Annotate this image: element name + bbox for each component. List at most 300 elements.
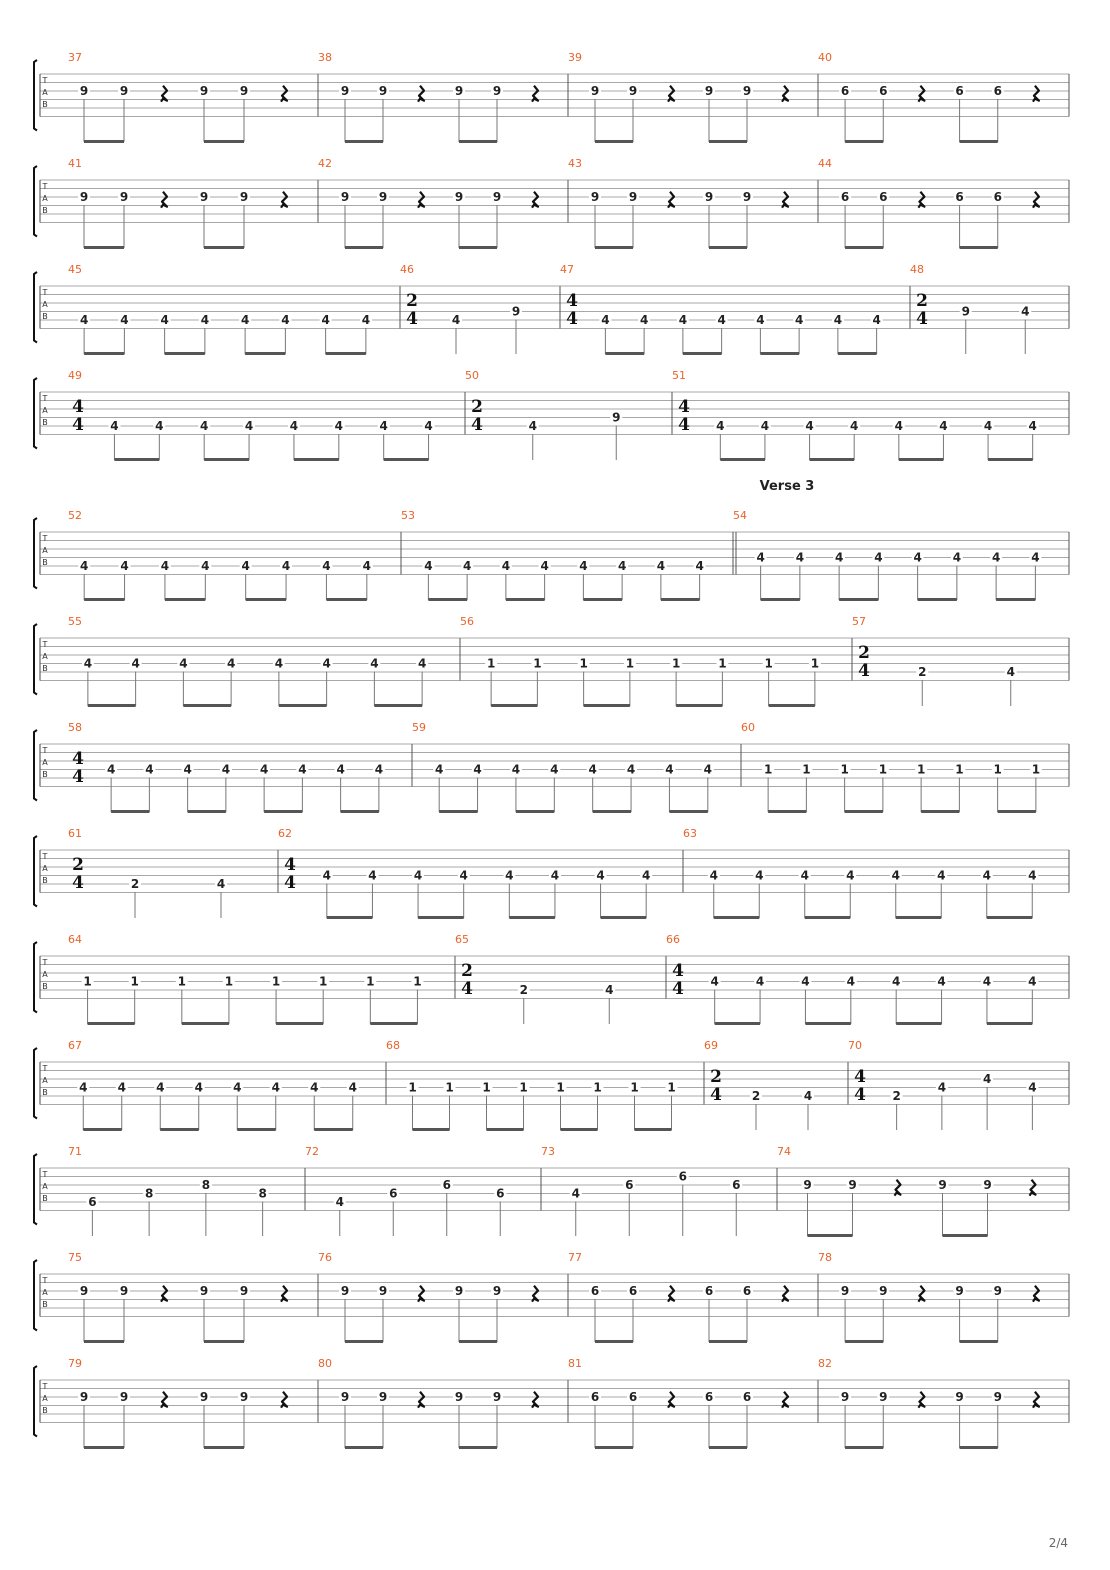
fret-number: 4: [605, 983, 614, 997]
eighth-beam: [341, 810, 379, 813]
quarter-rest: [918, 86, 924, 102]
eighth-beam: [459, 1340, 497, 1343]
bar-number: 67: [68, 1039, 82, 1052]
eighth-beam: [276, 1022, 323, 1025]
fret-number: 9: [983, 1178, 992, 1192]
fret-number: 9: [938, 1178, 947, 1192]
eighth-beam: [326, 598, 366, 601]
page-number: 2/4: [1048, 1536, 1068, 1550]
eighth-beam: [595, 246, 633, 249]
fret-number: 4: [348, 1080, 357, 1095]
eighth-beam: [845, 1446, 883, 1449]
fret-number: 4: [833, 313, 843, 327]
bar-number: 68: [386, 1039, 400, 1052]
fret-number: 9: [119, 1390, 129, 1404]
fret-number: 4: [937, 974, 946, 989]
fret-number: 4: [310, 1080, 319, 1095]
tab-clef-letter: A: [42, 546, 48, 555]
time-signature-bottom: 4: [461, 979, 473, 999]
quarter-rest: [161, 1392, 167, 1408]
fret-number: 4: [665, 762, 674, 777]
fret-number: 6: [496, 1186, 505, 1201]
bar-number: 40: [818, 51, 832, 64]
fret-number: 4: [913, 550, 922, 565]
tab-clef-letter: T: [42, 288, 48, 297]
quarter-rest: [668, 192, 674, 208]
bar-number: 82: [818, 1357, 832, 1370]
fret-number: 9: [742, 84, 752, 98]
fret-number: 9: [340, 190, 350, 204]
eighth-beam: [761, 598, 800, 601]
fret-number: 1: [486, 656, 496, 671]
eighth-beam: [237, 1128, 276, 1131]
eighth-beam: [998, 810, 1036, 813]
tab-clef-letter: T: [42, 534, 48, 543]
eighth-beam: [808, 1234, 853, 1237]
eighth-beam: [246, 598, 286, 601]
fret-number: 4: [289, 419, 299, 433]
eighth-beam: [845, 1340, 883, 1343]
fret-number: 4: [528, 419, 537, 433]
fret-number: 4: [626, 762, 636, 777]
bar-number: 51: [672, 369, 686, 382]
tab-clef-letter: A: [42, 1394, 48, 1403]
fret-number: 8: [144, 1186, 154, 1201]
time-signature-top: 2: [72, 855, 84, 875]
eighth-beam: [370, 1022, 417, 1025]
fret-number: 4: [200, 313, 210, 327]
eighth-beam: [294, 458, 339, 461]
time-signature-bottom: 4: [710, 1085, 722, 1105]
eighth-beam: [988, 458, 1033, 461]
bar-number: 57: [852, 615, 866, 628]
fret-number: 1: [916, 762, 926, 777]
fret-number: 4: [571, 1186, 580, 1201]
fret-number: 9: [993, 1284, 1002, 1298]
fret-number: 9: [79, 190, 89, 204]
fret-number: 4: [216, 877, 226, 891]
fret-number: 4: [322, 868, 331, 883]
tab-clef-letter: T: [42, 76, 48, 85]
bar-number: 72: [305, 1145, 319, 1158]
eighth-beam: [459, 246, 497, 249]
fret-number: 4: [1028, 868, 1037, 883]
bar-number: 77: [568, 1251, 582, 1264]
bar-number: 37: [68, 51, 82, 64]
eighth-beam: [715, 1022, 760, 1025]
fret-number: 4: [462, 559, 472, 573]
eighth-beam: [709, 140, 747, 143]
fret-number: 9: [492, 1390, 502, 1404]
fret-number: 4: [322, 656, 331, 671]
fret-number: 9: [119, 84, 129, 98]
fret-number: 9: [840, 1390, 850, 1404]
eighth-beam: [84, 1340, 124, 1343]
system-bracket: [34, 1366, 37, 1437]
fret-number: 9: [590, 190, 600, 204]
quarter-rest: [782, 1286, 788, 1302]
quarter-rest: [532, 86, 538, 102]
fret-number: 6: [993, 84, 1002, 98]
fret-number: 4: [281, 313, 290, 327]
fret-number: 9: [742, 190, 752, 204]
system-bracket: [34, 1048, 37, 1119]
fret-number: 9: [199, 1284, 209, 1298]
fret-number: 4: [703, 762, 712, 777]
quarter-rest: [1030, 1180, 1036, 1196]
tab-clef-letter: T: [42, 640, 48, 649]
fret-number: 4: [1021, 304, 1030, 319]
eighth-beam: [439, 810, 477, 813]
quarter-rest: [281, 1286, 287, 1302]
fret-number: 4: [795, 550, 805, 565]
system-bracket: [34, 1154, 37, 1225]
fret-number: 4: [459, 868, 468, 883]
quarter-rest: [418, 192, 424, 208]
fret-number: 9: [239, 1390, 249, 1404]
fret-number: 4: [379, 419, 388, 433]
fret-number: 9: [961, 304, 970, 319]
eighth-beam: [845, 810, 883, 813]
system-bracket: [34, 730, 37, 801]
quarter-rest: [1033, 1286, 1039, 1302]
eighth-beam: [345, 140, 383, 143]
bar-number: 76: [318, 1251, 332, 1264]
quarter-rest: [418, 86, 424, 102]
quarter-rest: [918, 1392, 924, 1408]
eighth-beam: [595, 140, 633, 143]
fret-number: 1: [993, 762, 1002, 777]
tab-clef-letter: T: [42, 958, 48, 967]
eighth-beam: [709, 246, 747, 249]
tab-clef-letter: A: [42, 970, 48, 979]
fret-number: 4: [240, 313, 250, 327]
fret-number: 1: [810, 656, 820, 671]
eighth-beam: [605, 352, 644, 355]
fret-number: 4: [334, 419, 343, 433]
fret-number: 9: [119, 190, 129, 204]
bar-number: 73: [541, 1145, 555, 1158]
quarter-rest: [1033, 86, 1039, 102]
fret-number: 4: [511, 762, 521, 777]
eighth-beam: [683, 352, 722, 355]
fret-number: 9: [378, 84, 388, 98]
time-signature-top: 2: [406, 291, 418, 311]
eighth-beam: [84, 352, 124, 355]
eighth-beam: [845, 246, 883, 249]
fret-number: 1: [224, 974, 234, 989]
fret-number: 9: [993, 1390, 1002, 1404]
fret-number: 4: [540, 559, 549, 573]
eighth-beam: [760, 352, 799, 355]
tab-clef-letter: B: [42, 558, 48, 567]
fret-number: 4: [145, 762, 154, 777]
fret-number: 6: [879, 84, 888, 98]
fret-number: 8: [258, 1186, 267, 1201]
quarter-rest: [782, 86, 788, 102]
fret-number: 9: [704, 84, 714, 98]
fret-number: 9: [79, 84, 89, 98]
eighth-beam: [960, 140, 998, 143]
fret-number: 2: [918, 665, 927, 679]
eighth-beam: [768, 810, 806, 813]
fret-number: 6: [704, 1284, 714, 1298]
eighth-beam: [326, 352, 366, 355]
time-signature-top: 2: [471, 397, 483, 417]
bar-number: 48: [910, 263, 924, 276]
eighth-beam: [384, 458, 429, 461]
time-signature-top: 4: [72, 397, 84, 417]
bar-number: 46: [400, 263, 414, 276]
fret-number: 9: [511, 304, 521, 319]
fret-number: 4: [892, 974, 901, 989]
eighth-beam: [896, 916, 942, 919]
fret-number: 4: [374, 762, 384, 777]
fret-number: 4: [160, 313, 169, 327]
time-signature-bottom: 4: [678, 415, 690, 435]
time-signature-top: 4: [284, 855, 296, 875]
eighth-beam: [491, 704, 537, 707]
fret-number: 6: [590, 1390, 600, 1404]
eighth-beam: [487, 1128, 524, 1131]
quarter-rest: [918, 192, 924, 208]
fret-number: 4: [79, 1080, 88, 1095]
quarter-rest: [532, 192, 538, 208]
fret-number: 1: [177, 974, 186, 989]
fret-number: 9: [955, 1390, 964, 1404]
eighth-beam: [182, 1022, 229, 1025]
quarter-rest: [161, 1286, 167, 1302]
eighth-beam: [676, 704, 722, 707]
time-signature-top: 4: [854, 1067, 866, 1087]
fret-number: 1: [408, 1080, 417, 1095]
tab-clef-letter: B: [42, 1300, 48, 1309]
fret-number: 4: [642, 868, 651, 883]
bar-number: 65: [455, 933, 469, 946]
eighth-beam: [279, 704, 327, 707]
eighth-beam: [204, 1446, 244, 1449]
fret-number: 6: [88, 1195, 97, 1209]
fret-number: 4: [336, 762, 345, 777]
fret-number: 9: [628, 84, 638, 98]
tab-clef-letter: A: [42, 1182, 48, 1191]
fret-number: 1: [579, 656, 588, 671]
fret-number: 4: [1031, 550, 1040, 565]
fret-number: 1: [878, 762, 888, 777]
time-signature-bottom: 4: [566, 309, 578, 329]
tab-clef-letter: A: [42, 864, 48, 873]
eighth-beam: [506, 598, 545, 601]
time-signature-bottom: 4: [72, 415, 84, 435]
eighth-beam: [769, 704, 815, 707]
fret-number: 1: [1031, 762, 1041, 777]
fret-number: 9: [340, 1284, 350, 1298]
bar-number: 63: [683, 827, 697, 840]
time-signature-bottom: 4: [854, 1085, 866, 1105]
fret-number: 4: [1006, 665, 1015, 679]
bar-number: 64: [68, 933, 82, 946]
fret-number: 4: [226, 656, 236, 671]
eighth-beam: [709, 1340, 747, 1343]
eighth-beam: [204, 458, 249, 461]
fret-number: 4: [80, 559, 89, 573]
fret-number: 9: [119, 1284, 129, 1298]
system-bracket: [34, 272, 37, 343]
eighth-beam: [960, 246, 998, 249]
fret-number: 1: [556, 1080, 565, 1095]
bar-number: 50: [465, 369, 479, 382]
eighth-beam: [593, 810, 631, 813]
eighth-beam: [428, 598, 467, 601]
fret-number: 9: [803, 1178, 812, 1192]
tab-clef-letter: B: [42, 982, 48, 991]
fret-number: 1: [955, 762, 964, 777]
eighth-beam: [845, 140, 883, 143]
fret-number: 4: [451, 313, 461, 327]
fret-number: 4: [695, 559, 704, 573]
system-bracket: [34, 942, 37, 1013]
eighth-beam: [918, 598, 957, 601]
fret-number: 4: [596, 868, 605, 883]
fret-number: 9: [454, 84, 464, 98]
eighth-beam: [165, 598, 205, 601]
fret-number: 1: [763, 762, 773, 777]
bar-number: 53: [401, 509, 415, 522]
fret-number: 4: [156, 1080, 165, 1095]
fret-number: 1: [366, 974, 375, 989]
time-signature-top: 4: [672, 961, 684, 981]
fret-number: 4: [194, 1080, 203, 1095]
eighth-beam: [165, 352, 205, 355]
eighth-beam: [418, 916, 464, 919]
fret-number: 9: [378, 190, 388, 204]
eighth-beam: [943, 1234, 988, 1237]
eighth-beam: [314, 1128, 353, 1131]
eighth-beam: [810, 458, 855, 461]
fret-number: 2: [519, 983, 528, 997]
eighth-beam: [345, 246, 383, 249]
bar-number: 80: [318, 1357, 332, 1370]
fret-number: 4: [271, 1080, 280, 1095]
bar-number: 47: [560, 263, 574, 276]
quarter-rest: [418, 1286, 424, 1302]
eighth-beam: [83, 1128, 122, 1131]
bar-number: 56: [460, 615, 474, 628]
eighth-beam: [516, 810, 554, 813]
fret-number: 4: [424, 419, 433, 433]
bar-number: 39: [568, 51, 582, 64]
bar-number: 58: [68, 721, 82, 734]
fret-number: 4: [550, 868, 560, 883]
fret-number: 6: [628, 1284, 638, 1298]
fret-number: 1: [667, 1080, 676, 1095]
fret-number: 4: [183, 762, 192, 777]
tab-clef-letter: B: [42, 312, 48, 321]
fret-number: 4: [417, 656, 427, 671]
fret-number: 4: [155, 419, 164, 433]
tab-clef-letter: B: [42, 876, 48, 885]
eighth-beam: [838, 352, 877, 355]
bar-number: 70: [848, 1039, 862, 1052]
fret-number: 9: [79, 1390, 89, 1404]
eighth-beam: [84, 140, 124, 143]
bar-number: 62: [278, 827, 292, 840]
fret-number: 4: [131, 656, 140, 671]
fret-number: 9: [590, 84, 600, 98]
fret-number: 4: [760, 419, 770, 433]
fret-number: 4: [756, 313, 765, 327]
bar-number: 71: [68, 1145, 82, 1158]
fret-number: 4: [579, 559, 588, 573]
eighth-beam: [595, 1340, 633, 1343]
bar-number: 66: [666, 933, 680, 946]
quarter-rest: [782, 192, 788, 208]
quarter-rest: [782, 1392, 788, 1408]
quarter-rest: [161, 192, 167, 208]
tab-clef-letter: B: [42, 1194, 48, 1203]
quarter-rest: [418, 1392, 424, 1408]
time-signature-top: 2: [710, 1067, 722, 1087]
fret-number: 6: [879, 190, 888, 204]
eighth-beam: [111, 810, 149, 813]
eighth-beam: [264, 810, 302, 813]
quarter-rest: [895, 1180, 901, 1196]
tab-clef-letter: B: [42, 664, 48, 673]
fret-number: 9: [704, 190, 714, 204]
eighth-beam: [595, 1446, 633, 1449]
time-signature-bottom: 4: [858, 661, 870, 681]
bar-number: 42: [318, 157, 332, 170]
fret-number: 2: [130, 877, 140, 891]
tab-clef-letter: B: [42, 770, 48, 779]
fret-number: 4: [200, 419, 209, 433]
eighth-beam: [327, 916, 373, 919]
fret-number: 1: [718, 656, 727, 671]
bar-number: 52: [68, 509, 82, 522]
fret-number: 4: [872, 313, 881, 327]
eighth-beam: [561, 1128, 598, 1131]
system-bracket: [34, 518, 37, 589]
time-signature-bottom: 4: [72, 767, 84, 787]
fret-number: 4: [274, 656, 284, 671]
fret-number: 6: [742, 1284, 752, 1298]
fret-number: 9: [840, 1284, 850, 1298]
fret-number: 4: [710, 974, 719, 989]
fret-number: 4: [281, 559, 291, 573]
fret-number: 6: [840, 84, 850, 98]
fret-number: 6: [704, 1390, 714, 1404]
quarter-rest: [161, 86, 167, 102]
fret-number: 9: [340, 84, 350, 98]
eighth-beam: [374, 704, 422, 707]
eighth-beam: [459, 1446, 497, 1449]
fret-number: 4: [755, 868, 764, 883]
fret-number: 9: [199, 84, 209, 98]
fret-number: 4: [160, 559, 170, 573]
time-signature-bottom: 4: [72, 873, 84, 893]
fret-number: 1: [533, 656, 542, 671]
bar-number: 49: [68, 369, 82, 382]
fret-number: 1: [271, 974, 281, 989]
eighth-beam: [204, 140, 244, 143]
fret-number: 9: [879, 1284, 888, 1298]
fret-number: 4: [678, 313, 688, 327]
quarter-rest: [1033, 192, 1039, 208]
fret-number: 9: [239, 190, 249, 204]
fret-number: 4: [1028, 419, 1037, 433]
fret-number: 4: [794, 313, 804, 327]
quarter-rest: [668, 1286, 674, 1302]
